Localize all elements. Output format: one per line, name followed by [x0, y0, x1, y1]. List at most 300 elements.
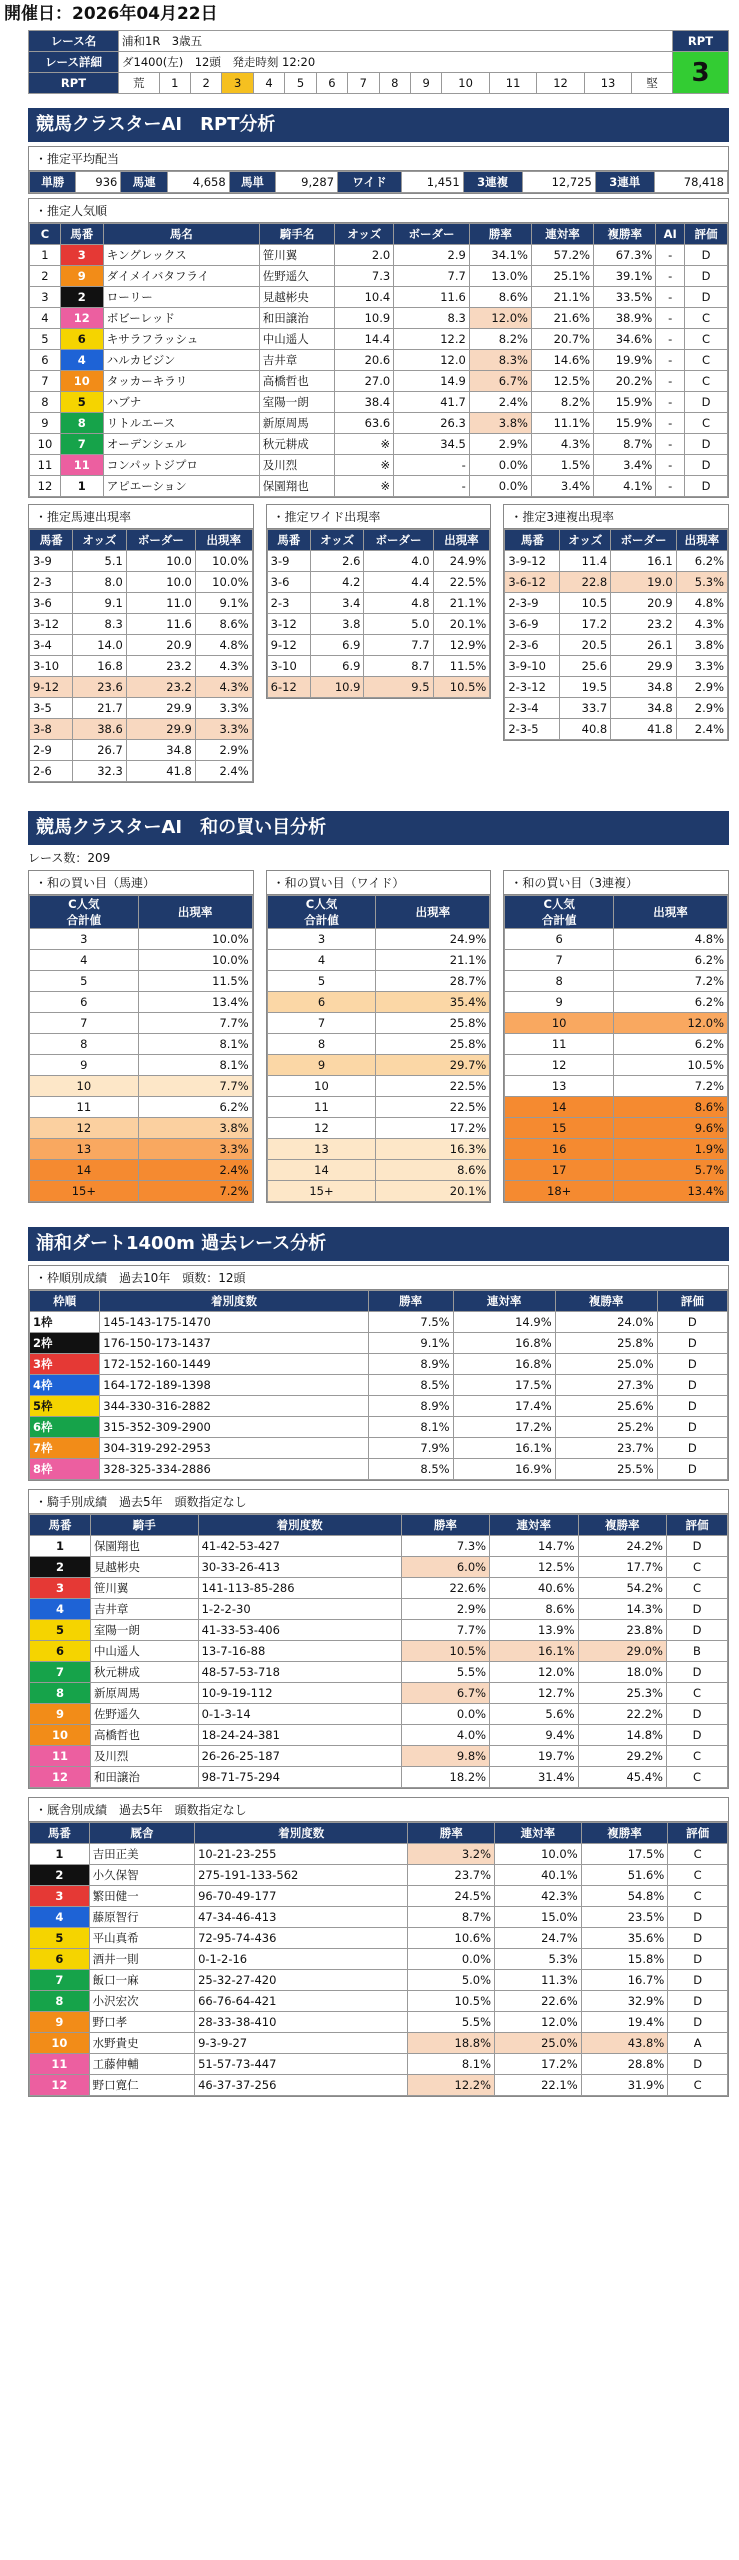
cell: 3-10	[267, 656, 310, 677]
cell: 2-3-9	[505, 593, 560, 614]
pop-cell: 3	[60, 245, 103, 266]
rate-cell: 9.6%	[614, 1118, 728, 1139]
rate-cell: 8.6%	[376, 1160, 490, 1181]
person-cell: 飯口一麻	[89, 1970, 194, 1991]
person-cell: 15.8%	[581, 1949, 668, 1970]
person-cell: 野口孝	[89, 2012, 194, 2033]
payout-value: 4,658	[167, 172, 229, 193]
wa-umaren-table	[29, 895, 253, 1202]
pop-cell: 吉井章	[259, 350, 335, 371]
person-cell: 7	[30, 1662, 91, 1683]
person-cell: 29.2%	[578, 1746, 666, 1767]
payout-label: 馬連	[121, 172, 167, 193]
person-cell: 0.0%	[408, 1949, 495, 1970]
pop-cell: 11.6	[394, 287, 470, 308]
waku-cell: 25.0%	[555, 1354, 657, 1375]
row	[505, 950, 728, 971]
column-header: 複勝率	[594, 224, 656, 245]
row	[30, 1055, 253, 1076]
person-cell: 54.2%	[578, 1578, 666, 1599]
wa-umaren-title: ・和の買い目（馬連）	[29, 871, 253, 895]
row	[267, 1055, 490, 1076]
cell: 4.0	[364, 551, 433, 572]
pop-cell: 4.1%	[594, 476, 656, 497]
person-cell: D	[668, 1907, 728, 1928]
row	[267, 950, 490, 971]
payout-value: 1,451	[401, 172, 463, 193]
rate-cell: 7.2%	[138, 1181, 252, 1202]
waku-title: ・枠順別成績 過去10年 頭数：12頭	[29, 1266, 728, 1290]
row	[267, 929, 490, 950]
pop-cell: 10	[30, 434, 61, 455]
person-cell: 11	[30, 1746, 91, 1767]
cell: 3-12	[267, 614, 310, 635]
row	[30, 992, 253, 1013]
person-cell: 新原周馬	[90, 1683, 198, 1704]
cell: 4.3%	[676, 614, 727, 635]
rate-cell: 5.7%	[614, 1160, 728, 1181]
row	[505, 719, 728, 740]
wa-wide-box	[266, 870, 492, 1203]
waku-row	[30, 1312, 728, 1333]
waku-cell: D	[657, 1396, 727, 1417]
waku-table	[29, 1290, 728, 1480]
person-cell: 吉井章	[90, 1599, 198, 1620]
rate-cell: 6.2%	[138, 1097, 252, 1118]
person-cell: 16.1%	[490, 1641, 578, 1662]
waku-cell: 8.9%	[368, 1396, 453, 1417]
pop-cell: 34.5	[394, 434, 470, 455]
row	[505, 635, 728, 656]
pop-cell: -	[656, 266, 685, 287]
person-cell: 10	[30, 1725, 91, 1746]
rate-cell: 16.3%	[376, 1139, 490, 1160]
column-header: 評価	[668, 1823, 728, 1844]
person-cell: 10.5%	[408, 1991, 495, 2012]
row	[267, 1139, 490, 1160]
waku-row	[30, 1396, 728, 1417]
sum-cell: 6	[30, 992, 139, 1013]
person-cell: D	[668, 1991, 728, 2012]
sum-cell: 12	[30, 1118, 139, 1139]
waku-cell: 5枠	[30, 1396, 100, 1417]
umaren-title: ・推定馬連出現率	[29, 505, 253, 529]
popularity-box	[28, 198, 729, 498]
person-cell: 51.6%	[581, 1865, 668, 1886]
cell: 2-3	[30, 572, 73, 593]
row	[30, 950, 253, 971]
pop-cell: 8.2%	[531, 392, 593, 413]
cell: 6.9	[310, 635, 364, 656]
cell: 3-12	[30, 614, 73, 635]
column-header: AI	[656, 224, 685, 245]
person-row	[30, 2033, 728, 2054]
waku-cell: 7.9%	[368, 1438, 453, 1459]
person-cell: 18.2%	[401, 1767, 489, 1788]
waku-cell: D	[657, 1312, 727, 1333]
waku-cell: 7.5%	[368, 1312, 453, 1333]
row	[267, 593, 490, 614]
pop-cell: 10.4	[335, 287, 394, 308]
person-cell: C	[668, 1844, 728, 1865]
pop-cell: 8.3	[394, 308, 470, 329]
column-header: 勝率	[408, 1823, 495, 1844]
cell: 9-12	[30, 677, 73, 698]
person-cell: 高橋哲也	[90, 1725, 198, 1746]
rate-cell: 20.1%	[376, 1181, 490, 1202]
pop-cell: ※	[335, 434, 394, 455]
rate-cell: 8.1%	[138, 1055, 252, 1076]
waku-cell: D	[657, 1333, 727, 1354]
person-cell: 16.7%	[581, 1970, 668, 1991]
person-row	[30, 1865, 728, 1886]
person-cell: 22.6%	[401, 1578, 489, 1599]
row	[505, 971, 728, 992]
trainer-table	[29, 1822, 728, 2096]
person-row	[30, 1928, 728, 1949]
cell: 8.0	[73, 572, 127, 593]
person-cell: 32.9%	[581, 1991, 668, 2012]
rate-cell: 7.7%	[138, 1013, 252, 1034]
sum-cell: 17	[505, 1160, 614, 1181]
person-cell: 1	[30, 1536, 91, 1557]
cell: 3.3%	[195, 698, 252, 719]
rate-cell: 10.0%	[138, 929, 252, 950]
rpt-scale-cell: 11	[489, 73, 536, 94]
rate-cell: 25.8%	[376, 1034, 490, 1055]
cell: 3-9	[267, 551, 310, 572]
row	[267, 677, 490, 698]
person-cell: 小沢宏次	[89, 1991, 194, 2012]
pop-cell: 20.7%	[531, 329, 593, 350]
column-header: 出現率	[138, 896, 252, 929]
row	[30, 761, 253, 782]
cell: 29.9	[126, 698, 195, 719]
pop-cell: 7	[60, 434, 103, 455]
sum-cell: 7	[505, 950, 614, 971]
person-cell: 45.4%	[578, 1767, 666, 1788]
pop-cell: 12.0%	[469, 308, 531, 329]
wa-san-box	[503, 870, 729, 1203]
sum-cell: 14	[267, 1160, 376, 1181]
pop-cell: -	[656, 455, 685, 476]
column-header: 出現率	[195, 530, 252, 551]
waku-row	[30, 1438, 728, 1459]
popularity-row	[30, 308, 728, 329]
rate-cell: 28.7%	[376, 971, 490, 992]
pop-cell: -	[656, 287, 685, 308]
popularity-row	[30, 266, 728, 287]
person-cell: 0-1-2-16	[195, 1949, 408, 1970]
person-cell: 17.7%	[578, 1557, 666, 1578]
pop-cell: -	[656, 308, 685, 329]
person-cell: 29.0%	[578, 1641, 666, 1662]
person-cell: 10.5%	[401, 1641, 489, 1662]
row	[30, 572, 253, 593]
person-cell: 5.5%	[401, 1662, 489, 1683]
row	[505, 677, 728, 698]
column-header: 複勝率	[555, 1291, 657, 1312]
rpt-scale-cell: 13	[584, 73, 631, 94]
rate-cell: 6.2%	[614, 1034, 728, 1055]
person-row	[30, 1844, 728, 1865]
person-row	[30, 1991, 728, 2012]
row	[267, 1160, 490, 1181]
pop-cell: 38.9%	[594, 308, 656, 329]
waku-cell: 328-325-334-2886	[100, 1459, 368, 1480]
person-cell: 笹川翼	[90, 1578, 198, 1599]
person-cell: 22.2%	[578, 1704, 666, 1725]
person-row	[30, 1536, 728, 1557]
pop-cell: ダイメイバタフライ	[103, 266, 259, 287]
pop-cell: コンパットジプロ	[103, 455, 259, 476]
pop-cell: 34.1%	[469, 245, 531, 266]
person-cell: 25.3%	[578, 1683, 666, 1704]
column-header: 連対率	[490, 1515, 578, 1536]
person-row	[30, 1907, 728, 1928]
waku-cell: 8.5%	[368, 1459, 453, 1480]
cell: 8.3	[73, 614, 127, 635]
sum-cell: 8	[505, 971, 614, 992]
column-header: オッズ	[73, 530, 127, 551]
rpt-scale-cell: 12	[537, 73, 584, 94]
pop-cell: 3	[30, 287, 61, 308]
umaren-box	[28, 504, 254, 783]
person-cell: 12	[30, 1767, 91, 1788]
person-row	[30, 1578, 728, 1599]
person-cell: 和田譲治	[90, 1767, 198, 1788]
row	[505, 1160, 728, 1181]
column-header: 勝率	[401, 1515, 489, 1536]
cell: 40.8	[560, 719, 611, 740]
header-row	[30, 1823, 728, 1844]
person-row	[30, 1662, 728, 1683]
column-header: C人気 合計値	[505, 896, 614, 929]
person-cell: 4	[30, 1907, 90, 1928]
column-header: ボーダー	[126, 530, 195, 551]
sum-cell: 13	[267, 1139, 376, 1160]
jockey-table	[29, 1514, 728, 1788]
popularity-row	[30, 413, 728, 434]
cell: 3.8	[310, 614, 364, 635]
pop-cell: 6.7%	[469, 371, 531, 392]
row	[267, 1181, 490, 1202]
pop-cell: 19.9%	[594, 350, 656, 371]
person-cell: 54.8%	[581, 1886, 668, 1907]
cell: 10.5%	[433, 677, 490, 698]
sum-cell: 13	[505, 1076, 614, 1097]
pop-cell: 笹川翼	[259, 245, 335, 266]
waku-cell: D	[657, 1354, 727, 1375]
person-row	[30, 1557, 728, 1578]
sum-cell: 10	[30, 1076, 139, 1097]
rate-cell: 7.7%	[138, 1076, 252, 1097]
rpt-scale-cell: 4	[253, 73, 284, 94]
waku-cell: 304-319-292-2953	[100, 1438, 368, 1459]
sum-cell: 4	[267, 950, 376, 971]
person-cell: 19.4%	[581, 2012, 668, 2033]
cell: 11.4	[560, 551, 611, 572]
pop-cell: -	[394, 476, 470, 497]
column-header: ボーダー	[611, 530, 676, 551]
waku-cell: 7枠	[30, 1438, 100, 1459]
person-cell: D	[666, 1704, 727, 1725]
person-cell: 0-1-3-14	[198, 1704, 401, 1725]
cell: 16.1	[611, 551, 676, 572]
person-cell: 47-34-46-413	[195, 1907, 408, 1928]
pop-cell: ※	[335, 476, 394, 497]
rpt-scale-cell: 3	[222, 73, 253, 94]
row	[30, 698, 253, 719]
column-header: 勝率	[368, 1291, 453, 1312]
pop-cell: 2.9%	[469, 434, 531, 455]
person-cell: 2.9%	[401, 1599, 489, 1620]
rpt-label: RPT	[29, 73, 119, 94]
header-row	[267, 530, 490, 551]
cell: 11.5%	[433, 656, 490, 677]
cell: 29.9	[611, 656, 676, 677]
person-cell: 5.3%	[495, 1949, 582, 1970]
person-cell: A	[668, 2033, 728, 2054]
row	[30, 614, 253, 635]
person-cell: 96-70-49-177	[195, 1886, 408, 1907]
waku-cell: D	[657, 1438, 727, 1459]
pop-cell: 2.4%	[469, 392, 531, 413]
person-cell: 8.6%	[490, 1599, 578, 1620]
sum-cell: 15+	[30, 1181, 139, 1202]
person-cell: 及川烈	[90, 1746, 198, 1767]
payout-label: 3連複	[463, 172, 522, 193]
section-rpt-title: 競馬クラスターAI RPT分析	[28, 108, 729, 142]
sum-cell: 8	[267, 1034, 376, 1055]
pop-cell: 及川烈	[259, 455, 335, 476]
rate-cell: 6.2%	[614, 950, 728, 971]
cell: 23.2	[611, 614, 676, 635]
person-cell: D	[666, 1536, 727, 1557]
waku-cell: D	[657, 1375, 727, 1396]
cell: 26.7	[73, 740, 127, 761]
sanrenpuku-table	[504, 529, 728, 740]
cell: 23.2	[126, 656, 195, 677]
person-cell: 1	[30, 1844, 90, 1865]
pop-cell: 3.4%	[594, 455, 656, 476]
cell: 2.9%	[676, 677, 727, 698]
waku-cell: 164-172-189-1398	[100, 1375, 368, 1396]
pop-cell: 12.2	[394, 329, 470, 350]
pop-cell: 6	[60, 329, 103, 350]
row	[30, 1118, 253, 1139]
cell: 3.3%	[195, 719, 252, 740]
person-cell: 19.7%	[490, 1746, 578, 1767]
person-row	[30, 1599, 728, 1620]
pop-cell: キサラフラッシュ	[103, 329, 259, 350]
cell: 11.6	[126, 614, 195, 635]
person-row	[30, 1886, 728, 1907]
person-cell: 10	[30, 2033, 90, 2054]
person-cell: 13-7-16-88	[198, 1641, 401, 1662]
person-cell: 12.0%	[490, 1662, 578, 1683]
row	[505, 1013, 728, 1034]
pop-cell: 14.9	[394, 371, 470, 392]
pop-cell: 4	[60, 350, 103, 371]
pop-cell: 8.7%	[594, 434, 656, 455]
pop-cell: 高橋哲也	[259, 371, 335, 392]
person-cell: 8	[30, 1991, 90, 2012]
popularity-row	[30, 350, 728, 371]
person-cell: C	[668, 2075, 728, 2096]
race-info	[28, 30, 729, 94]
rate-cell: 7.2%	[614, 971, 728, 992]
pop-cell: 15.9%	[594, 413, 656, 434]
person-cell: 28.8%	[581, 2054, 668, 2075]
person-cell: 9-3-9-27	[195, 2033, 408, 2054]
column-header: 厩舎	[89, 1823, 194, 1844]
pop-cell: 8	[60, 413, 103, 434]
person-cell: 28-33-38-410	[195, 2012, 408, 2033]
race-name: 浦和1R 3歳五	[119, 31, 673, 52]
cell: 2-3-5	[505, 719, 560, 740]
person-cell: 7.7%	[401, 1620, 489, 1641]
pop-cell: 9	[60, 266, 103, 287]
pop-cell: 34.6%	[594, 329, 656, 350]
person-cell: 水野貴史	[89, 2033, 194, 2054]
cell: 20.9	[611, 593, 676, 614]
row	[505, 1139, 728, 1160]
pop-cell: C	[685, 308, 728, 329]
pop-cell: -	[656, 434, 685, 455]
waku-cell: 8.1%	[368, 1417, 453, 1438]
row	[30, 677, 253, 698]
cell: 34.8	[611, 698, 676, 719]
rate-cell: 35.4%	[376, 992, 490, 1013]
header-row	[30, 224, 728, 245]
sum-cell: 11	[505, 1034, 614, 1055]
person-cell: 2	[30, 1557, 91, 1578]
header-row	[267, 896, 490, 929]
row	[30, 1076, 253, 1097]
person-cell: C	[666, 1767, 727, 1788]
cell: 2.4%	[676, 719, 727, 740]
row	[505, 593, 728, 614]
person-cell: D	[668, 1949, 728, 1970]
person-cell: C	[668, 1886, 728, 1907]
pop-cell: 5	[30, 329, 61, 350]
cell: 19.0	[611, 572, 676, 593]
header-row	[505, 530, 728, 551]
pop-cell: 11	[30, 455, 61, 476]
pop-cell: ローリー	[103, 287, 259, 308]
column-header: C	[30, 224, 61, 245]
person-cell: D	[668, 2054, 728, 2075]
column-header: 出現率	[376, 896, 490, 929]
person-cell: 18.8%	[408, 2033, 495, 2054]
pop-cell: オーデンシェル	[103, 434, 259, 455]
race-count: レース数：209	[28, 851, 111, 865]
waku-cell: 17.2%	[453, 1417, 555, 1438]
person-cell: 275-191-133-562	[195, 1865, 408, 1886]
pop-cell: 39.1%	[594, 266, 656, 287]
rate-cell: 22.5%	[376, 1097, 490, 1118]
cell: 2-3	[267, 593, 310, 614]
person-cell: 2	[30, 1865, 90, 1886]
row	[30, 719, 253, 740]
person-row	[30, 1767, 728, 1788]
wide-title: ・推定ワイド出現率	[267, 505, 491, 529]
person-cell: 9	[30, 2012, 90, 2033]
person-cell: 25-32-27-420	[195, 1970, 408, 1991]
row	[505, 572, 728, 593]
cell: 2.6	[310, 551, 364, 572]
